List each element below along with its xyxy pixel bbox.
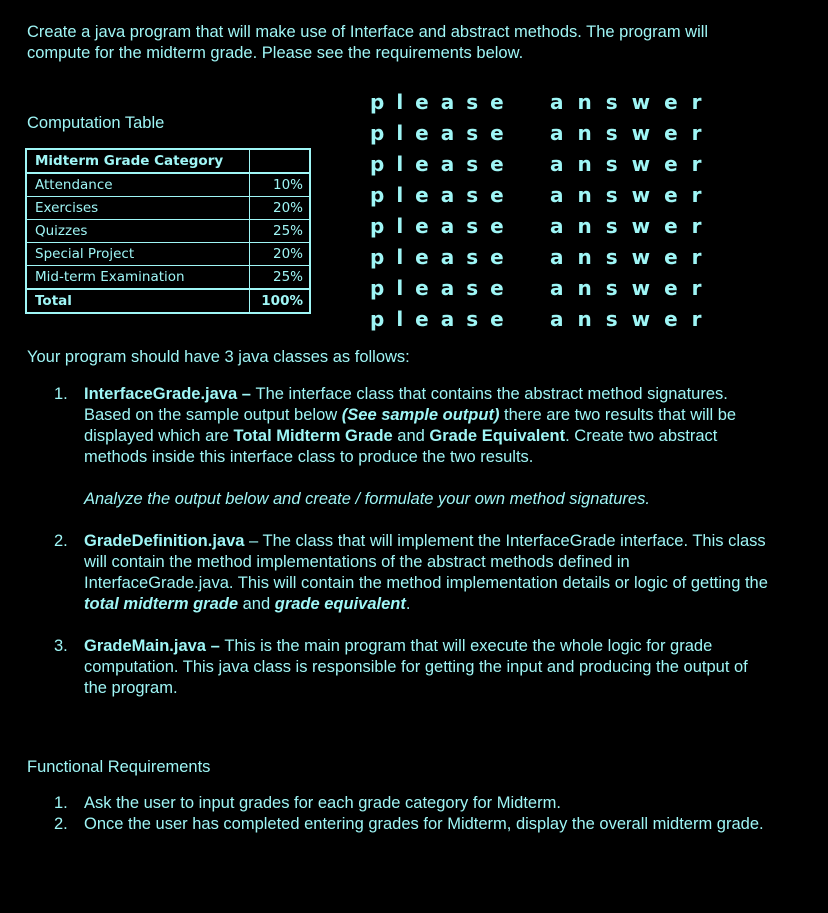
requirement-emphasis: Grade Equivalent xyxy=(429,427,566,445)
table-total-row xyxy=(26,289,310,313)
program-intro: Your program should have 3 java classes as follows: xyxy=(27,348,410,366)
table-row xyxy=(26,220,310,243)
table-cell-weight: 20% xyxy=(250,197,311,220)
table-cell-weight: 10% xyxy=(250,173,311,197)
requirement-item xyxy=(54,531,774,615)
functional-requirements-list xyxy=(54,793,774,835)
table-row xyxy=(26,197,310,220)
requirement-text: This is the main program that will execute the whole logic for grade computation. This java class is responsible for getting the input and producing the output of the program. xyxy=(84,637,748,697)
functional-text: Once the user has completed entering grades for Midterm, display the overall midterm grade. xyxy=(84,815,764,833)
requirement-emphasis: total midterm grade xyxy=(84,595,239,613)
table-cell-weight: 25% xyxy=(250,220,311,243)
please-answer-overlay xyxy=(370,86,716,334)
answer-word: answer xyxy=(550,89,716,114)
intro-text: Create a java program that will make use of Interface and abstract methods. The program will compute for the midterm grade. Please see the requirements below. xyxy=(27,23,709,62)
please-answer-line xyxy=(370,210,716,241)
requirement-emphasis: grade equivalent xyxy=(274,595,406,613)
requirement-body xyxy=(84,636,774,699)
please-answer-line xyxy=(370,303,716,334)
table-cell-weight: 25% xyxy=(250,266,311,290)
requirement-text: . Create two abstract methods inside this interface class to produce the two results. xyxy=(84,427,718,466)
requirement-number: 3. xyxy=(54,637,68,655)
table-row xyxy=(26,173,310,197)
please-word: please xyxy=(370,213,516,238)
table-cell-category: Exercises xyxy=(26,197,250,220)
table-header-category: Midterm Grade Category xyxy=(26,149,250,173)
table-cell-category: Quizzes xyxy=(26,220,250,243)
please-answer-line xyxy=(370,117,716,148)
please-word: please xyxy=(370,275,516,300)
please-word: please xyxy=(370,244,516,269)
requirement-item xyxy=(54,636,774,699)
please-word: please xyxy=(370,306,516,331)
answer-word: answer xyxy=(550,120,716,145)
answer-word: answer xyxy=(550,182,716,207)
functional-number: 2. xyxy=(54,815,68,833)
table-row xyxy=(26,243,310,266)
requirement-note: Analyze the output below and create / formulate your own method signatures. xyxy=(84,490,650,508)
table-total-value: 100% xyxy=(250,289,311,313)
please-answer-line xyxy=(370,179,716,210)
requirement-dash: – xyxy=(205,637,225,655)
table-header-weight xyxy=(250,149,311,173)
functional-item xyxy=(54,793,774,814)
answer-word: answer xyxy=(550,213,716,238)
answer-word: answer xyxy=(550,151,716,176)
table-cell-category: Special Project xyxy=(26,243,250,266)
functional-text: Ask the user to input grades for each grade category for Midterm. xyxy=(84,794,561,812)
computation-table xyxy=(25,148,311,314)
requirement-dash: – xyxy=(244,532,263,550)
computation-table-title: Computation Table xyxy=(27,114,165,132)
table-row xyxy=(26,266,310,290)
requirement-emphasis: Total Midterm Grade xyxy=(233,427,393,445)
requirement-text: The interface class that contains the abstract method signatures. Based on the sample output below xyxy=(84,385,728,424)
table-cell-category: Attendance xyxy=(26,173,250,197)
table-cell-weight: 20% xyxy=(250,243,311,266)
requirement-dash: – xyxy=(237,385,256,403)
requirement-text: and xyxy=(238,595,275,613)
functional-requirements-title: Functional Requirements xyxy=(27,758,211,776)
answer-word: answer xyxy=(550,306,716,331)
requirement-body xyxy=(84,384,774,468)
please-word: please xyxy=(370,120,516,145)
requirement-text: The class that will implement the InterfaceGrade interface. This class will contain the method implementations of the abstract methods defined in InterfaceGrade.java. This will contain the method implementation details or logic of getting the xyxy=(84,532,768,592)
please-word: please xyxy=(370,89,516,114)
answer-word: answer xyxy=(550,275,716,300)
table-cell-category: Mid-term Examination xyxy=(26,266,250,290)
requirement-number: 2. xyxy=(54,532,68,550)
class-name: GradeMain.java xyxy=(84,637,206,655)
requirement-item xyxy=(54,384,774,510)
table-header-row xyxy=(26,149,310,173)
requirement-emphasis: (See sample output) xyxy=(341,406,500,424)
please-answer-line xyxy=(370,272,716,303)
requirement-text: and xyxy=(392,427,430,445)
requirement-number: 1. xyxy=(54,385,68,403)
class-name: InterfaceGrade.java xyxy=(84,385,238,403)
functional-item xyxy=(54,814,774,835)
please-word: please xyxy=(370,182,516,207)
please-answer-line xyxy=(370,86,716,117)
answer-word: answer xyxy=(550,244,716,269)
functional-number: 1. xyxy=(54,794,68,812)
please-word: please xyxy=(370,151,516,176)
requirement-body xyxy=(84,531,774,615)
class-name: GradeDefinition.java xyxy=(84,532,245,550)
please-answer-line xyxy=(370,241,716,272)
table-total-label: Total xyxy=(26,289,250,313)
please-answer-line xyxy=(370,148,716,179)
requirement-text: there are two results that will be displayed which are xyxy=(84,406,737,445)
requirements-list xyxy=(54,384,774,699)
requirement-text: . xyxy=(405,595,411,613)
